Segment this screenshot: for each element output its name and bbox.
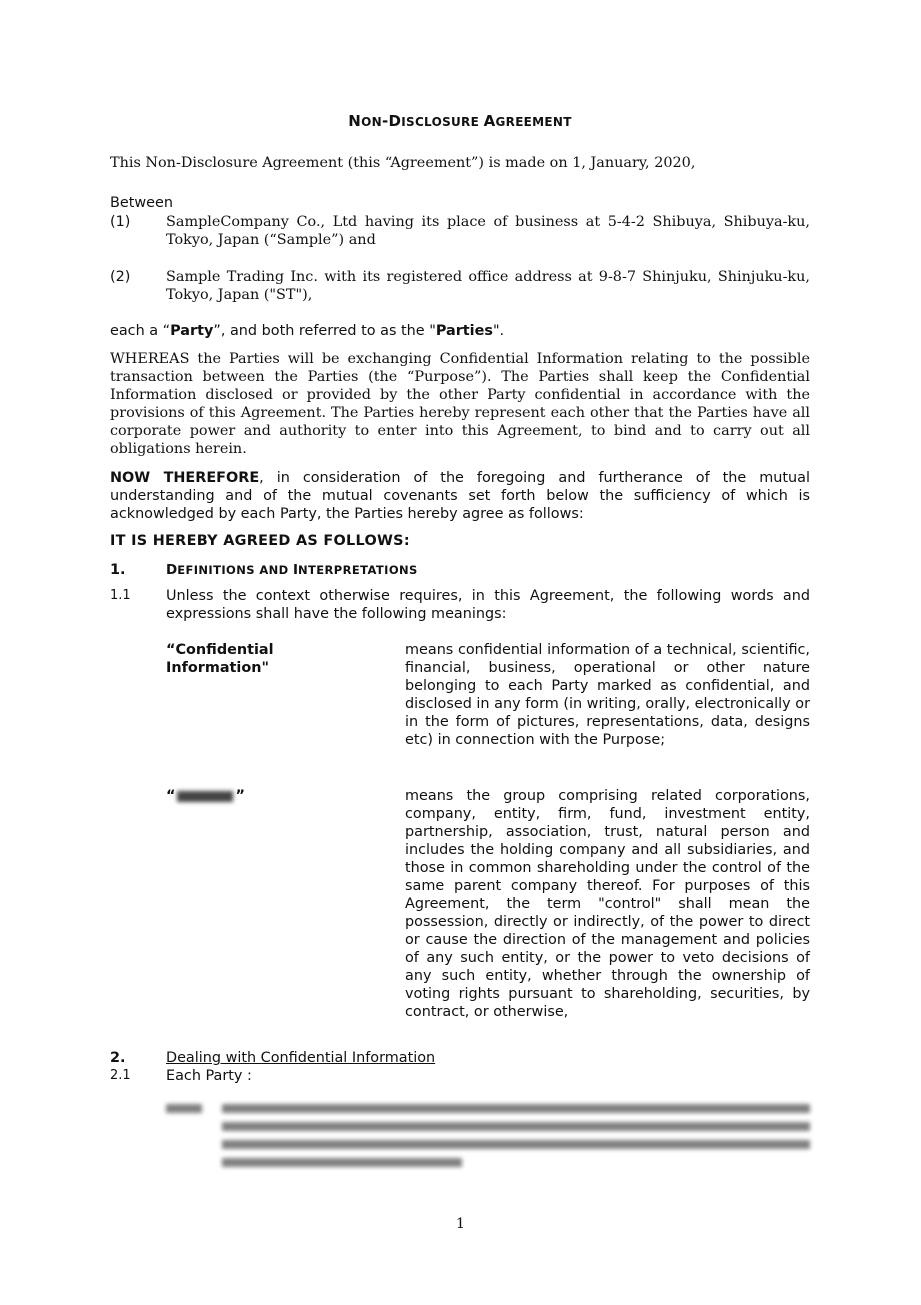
title-part: ON — [361, 115, 382, 129]
heading-part: I — [293, 562, 299, 578]
intro-paragraph: This Non-Disclosure Agreement (this “Agreement”) is made on 1, January, 2020, — [110, 155, 696, 171]
section-heading — [166, 561, 418, 579]
clause-number: 2.1 — [110, 1068, 131, 1083]
quote-mark: “ — [166, 788, 176, 804]
clause-number: 1.1 — [110, 588, 131, 603]
definition-term-redacted — [166, 787, 366, 805]
heading-part: D — [166, 562, 178, 578]
section-number: 2. — [110, 1050, 126, 1066]
party-term: Party — [170, 323, 214, 339]
redacted-paragraph — [166, 1100, 816, 1180]
redaction-mark — [177, 791, 233, 802]
party-number: (1) — [110, 214, 131, 230]
heading-part: EFINITIONS AND — [177, 563, 293, 577]
section-number: 1. — [110, 562, 126, 578]
title-part: - — [381, 112, 389, 130]
parties-term: Parties — [435, 323, 493, 339]
document-title — [110, 112, 810, 130]
whereas-paragraph: WHEREAS the Parties will be exchanging Confidential Information relating to the possible transaction between the Parties (the “Purpose”). The Parties shall keep the Confidential Information disclosed or provided by the other Party confidential in accordance with the provisions of this Agreement. The Parties hereby represent each other that the Parties have all corporate power and authority to enter into this Agreement, to bind and to carry out all obligations herein. — [110, 351, 810, 457]
now-therefore-lead: NOW THEREFORE — [110, 470, 260, 486]
clause-text: Each Party : — [166, 1068, 252, 1084]
agreed-heading: IT IS HEREBY AGREED AS FOLLOWS: — [110, 533, 410, 549]
clause-text: Unless the context otherwise requires, in this Agreement, the following words and expressions shall have the following meanings: — [166, 588, 810, 622]
title-part: A — [483, 112, 496, 130]
title-part: ISCLOSURE — [401, 115, 484, 129]
definition-text: means confidential information of a technical, scientific, financial, business, operational or other nature belonging to each Party marked as confidential, and disclosed in any form (in writing, orally, electronically or in the form of pictures, representations, data, designs etc) in connection with the Purpose; — [405, 642, 810, 748]
page-number: 1 — [455, 1216, 466, 1232]
party-description: Sample Trading Inc. with its registered office address at 9-8-7 Shinjuku, Shinjuku-ku, Tokyo, Japan ("ST"), — [166, 269, 810, 303]
title-part: N — [348, 112, 362, 130]
text-run: , in consideration of the foregoing and furtherance of the mutual understanding and of the mutual covenants set forth below the sufficiency of which is acknowledged by each Party, the Parties hereby agree as follows: — [110, 470, 810, 522]
text-run: each a “ — [110, 323, 171, 339]
heading-part: NTERPRETATIONS — [298, 563, 418, 577]
now-therefore-paragraph — [110, 469, 810, 523]
text-run: ". — [492, 323, 505, 339]
parties-definition — [110, 322, 810, 340]
section-heading: Dealing with Confidential Information — [166, 1050, 436, 1066]
definition-term: “Confidential Information" — [166, 642, 274, 676]
title-part: D — [388, 112, 402, 130]
title-part: GREEMENT — [495, 115, 572, 129]
party-number: (2) — [110, 269, 131, 285]
definition-text: means the group comprising related corporations, company, entity, firm, fund, investment entity, partnership, association, trust, natural person and includes the holding company and all subsidiaries, and those in common shareholding under the control of the same parent company thereof. For purposes of this Agreement, the term "control" shall mean the possession, directly or indirectly, of the power to direct or cause the direction of the management and policies of any such entity, or the power to veto decisions of any such entity, whether through the ownership of voting rights pursuant to shareholding, securities, by contract, or otherwise, — [405, 788, 810, 1020]
party-description: SampleCompany Co., Ltd having its place of business at 5-4-2 Shibuya, Shibuya-ku, Tokyo, Japan (“Sample”) and — [166, 214, 810, 248]
quote-mark: ” — [235, 788, 245, 804]
between-label: Between — [110, 195, 173, 211]
text-run: ”, and both referred to as the " — [213, 323, 436, 339]
